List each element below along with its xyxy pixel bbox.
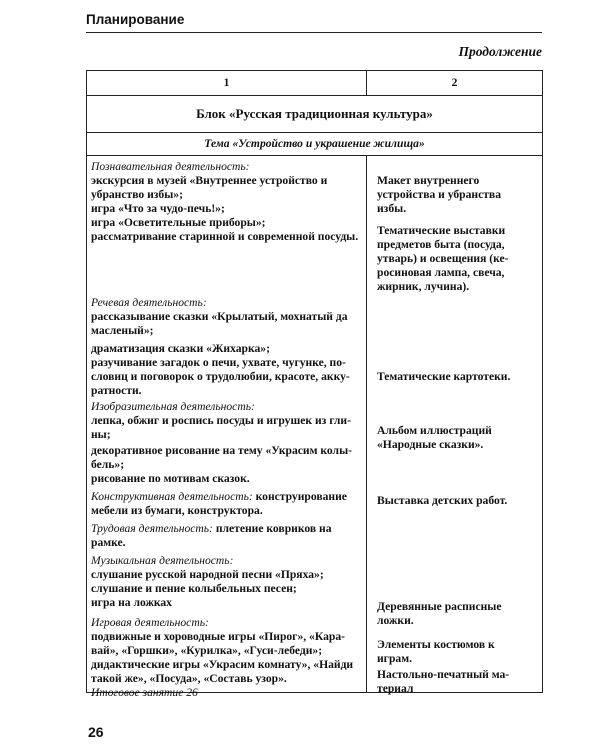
activity-line: экскурсия в музей «Внутреннее устройство и (91, 174, 328, 187)
continuation-label: Продолжение (458, 44, 542, 59)
activity-line: дидактические игры «Украсим комнату», «Найди (91, 658, 354, 671)
result-line: Тематические картотеки. (377, 370, 511, 383)
activity-line: мебели из бумаги, конструктора. (91, 504, 263, 517)
activity-line: бель»; (91, 458, 125, 471)
result-line: Альбом иллюстраций (377, 424, 492, 437)
planning-table (86, 70, 543, 699)
activity-line: убранство избы»; (91, 188, 183, 201)
activity-line: подвижные и хороводные игры «Пирог», «Кара- (91, 630, 345, 643)
activity-line: рассказывание сказки «Крылатый, мохнатый да (91, 310, 348, 323)
activity-line: игра «Что за чудо-печь!»; (91, 202, 225, 215)
labor-line (91, 522, 332, 536)
result-line: избы. (377, 202, 407, 215)
section-heading-visual: Изобразительная деятельность: (91, 400, 255, 413)
activity-line: такой же», «Посуда», «Составь узор». (91, 672, 287, 685)
running-head: Планирование (86, 12, 185, 27)
activity-line: разучивание загадок о печи, ухвате, чугунке, по- (91, 356, 346, 369)
activity-line: драматизация сказки «Жихарка»; (91, 342, 270, 355)
result-line: росиновая лампа, свеча, (377, 266, 505, 279)
result-line: играм. (377, 652, 412, 665)
section-heading-construction: Конструктивная деятельность: (91, 490, 253, 503)
header-rule (86, 32, 542, 33)
column-number-1: 1 (87, 71, 367, 96)
section-heading-music: Музыкальная деятельность: (91, 554, 234, 567)
column-number-2: 2 (367, 71, 543, 96)
section-heading-speech: Речевая деятельность: (91, 296, 207, 309)
results-cell (367, 156, 543, 693)
content-row (87, 156, 543, 693)
activity-line: рассматривание старинной и современной посуды. (91, 230, 359, 243)
activity-line: ратности. (91, 384, 142, 397)
result-line: ложки. (377, 614, 414, 627)
result-line: Тематические выставки (377, 224, 506, 237)
activity-line: лепка, обжиг и роспись посуды и игрушек из гли- (91, 414, 351, 427)
construction-line (91, 490, 347, 504)
activity-text: конструирование (252, 490, 347, 503)
result-line: жирник, лучина). (377, 280, 470, 293)
activity-line: рисование по мотивам сказок. (91, 472, 250, 485)
activity-line: слушание и пение колыбельных песен; (91, 582, 297, 595)
activity-line: словиц и поговорок о трудолюбии, красоте, акку- (91, 370, 350, 383)
activity-line: масленый»; (91, 324, 154, 337)
page-number: 26 (88, 724, 104, 740)
block-title: Блок «Русская традиционная культура» (87, 96, 543, 133)
result-line: утварь) и освещения (ке- (377, 252, 509, 265)
result-line: Макет внутреннего (377, 174, 480, 187)
section-heading-cognitive: Познавательная деятельность: (91, 160, 250, 173)
result-line: «Народные сказки». (377, 438, 484, 451)
section-heading-labor: Трудовая деятельность: (91, 522, 213, 535)
result-line: Выставка детских работ. (377, 494, 508, 507)
activity-line: рамке. (91, 536, 126, 549)
result-line: Настольно-печатный ма- (377, 668, 510, 681)
result-line: Элементы костюмов к (377, 638, 495, 651)
result-line: териал (377, 682, 414, 695)
activity-line: вай», «Горшки», «Курилка», «Гуси-лебеди»; (91, 644, 323, 657)
final-lesson: Итоговое занятие 26 (91, 686, 198, 699)
activity-line: игра на ложках (91, 596, 172, 609)
column-number-row (87, 71, 543, 96)
activity-text: плетение ковриков на (212, 522, 332, 535)
result-line: предметов быта (посуда, (377, 238, 505, 251)
result-line: устройства и убранства (377, 188, 501, 201)
activity-line: ны; (91, 428, 111, 441)
block-title-row (87, 96, 543, 133)
activity-line: декоративное рисование на тему «Украсим колы- (91, 444, 352, 457)
topic-title-row (87, 133, 543, 156)
result-line: Деревянные расписные (377, 600, 502, 613)
topic-title: Тема «Устройство и украшение жилища» (87, 133, 543, 156)
activity-line: слушание русской народной песни «Пряха»; (91, 568, 324, 581)
activity-line: игра «Осветительные приборы»; (91, 216, 266, 229)
section-heading-play: Игровая деятельность: (91, 616, 209, 629)
activities-cell (87, 156, 367, 699)
